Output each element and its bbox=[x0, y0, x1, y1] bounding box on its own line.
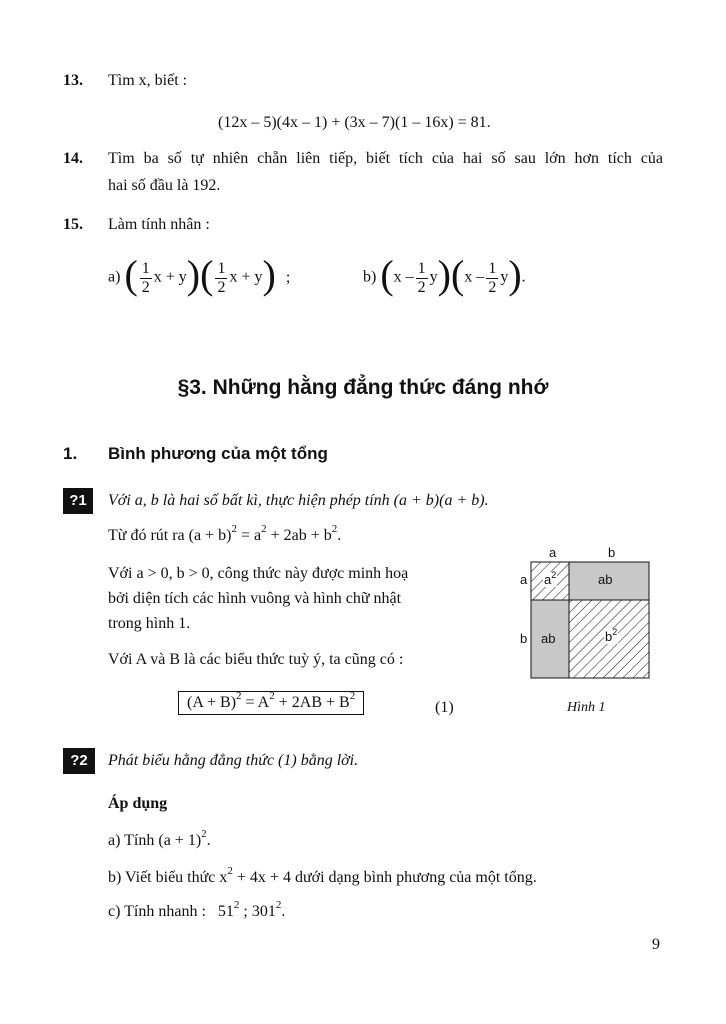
close-paren: ) bbox=[186, 252, 201, 297]
term: y bbox=[429, 268, 438, 286]
question-1-line-1: Với a > 0, b > 0, công thức này được minh hoạ bbox=[108, 565, 409, 582]
fraction: $\frac{1}{2}$ bbox=[417, 259, 426, 296]
close-paren: ) bbox=[508, 252, 522, 297]
figure-top-a: a bbox=[549, 545, 557, 560]
exercise-15-text: Làm tính nhân : bbox=[108, 216, 210, 233]
figure-caption: Hình 1 bbox=[567, 700, 606, 715]
apply-b: b) Viết biểu thức $x^2 + 4x + 4$ dưới dạng bình phương của một tổng. bbox=[108, 865, 537, 886]
exercise-15a-expression bbox=[108, 252, 291, 298]
figure-1-diagram bbox=[510, 543, 660, 688]
figure-left-b: b bbox=[520, 631, 528, 646]
open-paren: ( bbox=[124, 252, 138, 297]
exercise-14-line-1: Tìm ba số tự nhiên chẵn liên tiếp, biết tích của hai số sau lớn hơn tích của bbox=[108, 150, 663, 167]
exercise-13-text: Tìm x, biết : bbox=[108, 72, 188, 89]
question-1-line-3: trong hình 1. bbox=[108, 615, 191, 632]
figure-left-a: a bbox=[520, 572, 528, 587]
label-b: b) bbox=[363, 268, 377, 286]
subsection-title: Bình phương của một tổng bbox=[108, 444, 328, 463]
figure-cell-ab-top: ab bbox=[598, 572, 613, 587]
figure-cell-a2: $a^2$ bbox=[544, 570, 557, 587]
close-paren: ) bbox=[262, 252, 276, 297]
figure-cell-b2: $b^2$ bbox=[605, 627, 618, 644]
semicolon: ; bbox=[285, 268, 291, 286]
apply-title: Áp dụng bbox=[108, 795, 168, 812]
exercise-14-number: 14. bbox=[63, 150, 83, 167]
subsection-number: 1. bbox=[63, 444, 78, 463]
open-paren: ( bbox=[200, 252, 214, 297]
term: x – bbox=[393, 268, 414, 286]
open-paren: ( bbox=[450, 252, 465, 297]
question-2-text: Phát biểu hằng đẳng thức (1) bằng lời. bbox=[108, 752, 359, 769]
identity-number: (1) bbox=[435, 699, 454, 716]
apply-a: a) Tính $(a + 1)^2$. bbox=[108, 828, 211, 849]
fraction: $\frac{1}{2}$ bbox=[141, 259, 150, 296]
open-paren: ( bbox=[380, 252, 394, 297]
exercise-15b-expression bbox=[363, 252, 526, 298]
close-paren: ) bbox=[437, 252, 451, 297]
section-title: §3. Những hằng đẳng thức đáng nhớ bbox=[177, 376, 549, 399]
exercise-13-equation: (12x – 5)(4x – 1) + (3x – 7)(1 – 16x) = 81. bbox=[218, 114, 491, 131]
term: x + y bbox=[153, 268, 187, 286]
figure-top-b: b bbox=[608, 545, 616, 560]
term: x – bbox=[464, 268, 485, 286]
period: . bbox=[521, 268, 526, 286]
term: x + y bbox=[229, 268, 263, 286]
exercise-14-line-2: hai số đầu là 192. bbox=[108, 177, 221, 194]
exercise-15-number: 15. bbox=[63, 216, 83, 233]
label-a: a) bbox=[108, 268, 121, 286]
fraction: $\frac{1}{2}$ bbox=[217, 259, 226, 296]
question-1-line-2: bởi diện tích các hình vuông và hình chữ nhật bbox=[108, 590, 402, 607]
term: y bbox=[500, 268, 509, 286]
apply-c: c) Tính nhanh : $51^2$ ; $301^2$. bbox=[108, 899, 286, 920]
figure-cell-ab-bottom: ab bbox=[541, 631, 556, 646]
question-1-line-4: Với A và B là các biểu thức tuỳ ý, ta cũng có : bbox=[108, 651, 404, 668]
page-number: 9 bbox=[652, 936, 660, 953]
exercise-13-number: 13. bbox=[63, 72, 83, 89]
question-1-text: Với a, b là hai số bất kì, thực hiện phép tính (a + b)(a + b). bbox=[108, 492, 489, 509]
question-1-badge: ?1 bbox=[63, 488, 93, 514]
identity-box: $(A + B)^2 = A^2 + 2AB + B^2$ bbox=[178, 691, 364, 715]
question-1-result: Từ đó rút ra $(a + b)^2 = a^2 + 2ab + b^2$. bbox=[108, 523, 342, 544]
fraction: $\frac{1}{2}$ bbox=[488, 259, 497, 296]
question-2-badge: ?2 bbox=[63, 748, 95, 774]
